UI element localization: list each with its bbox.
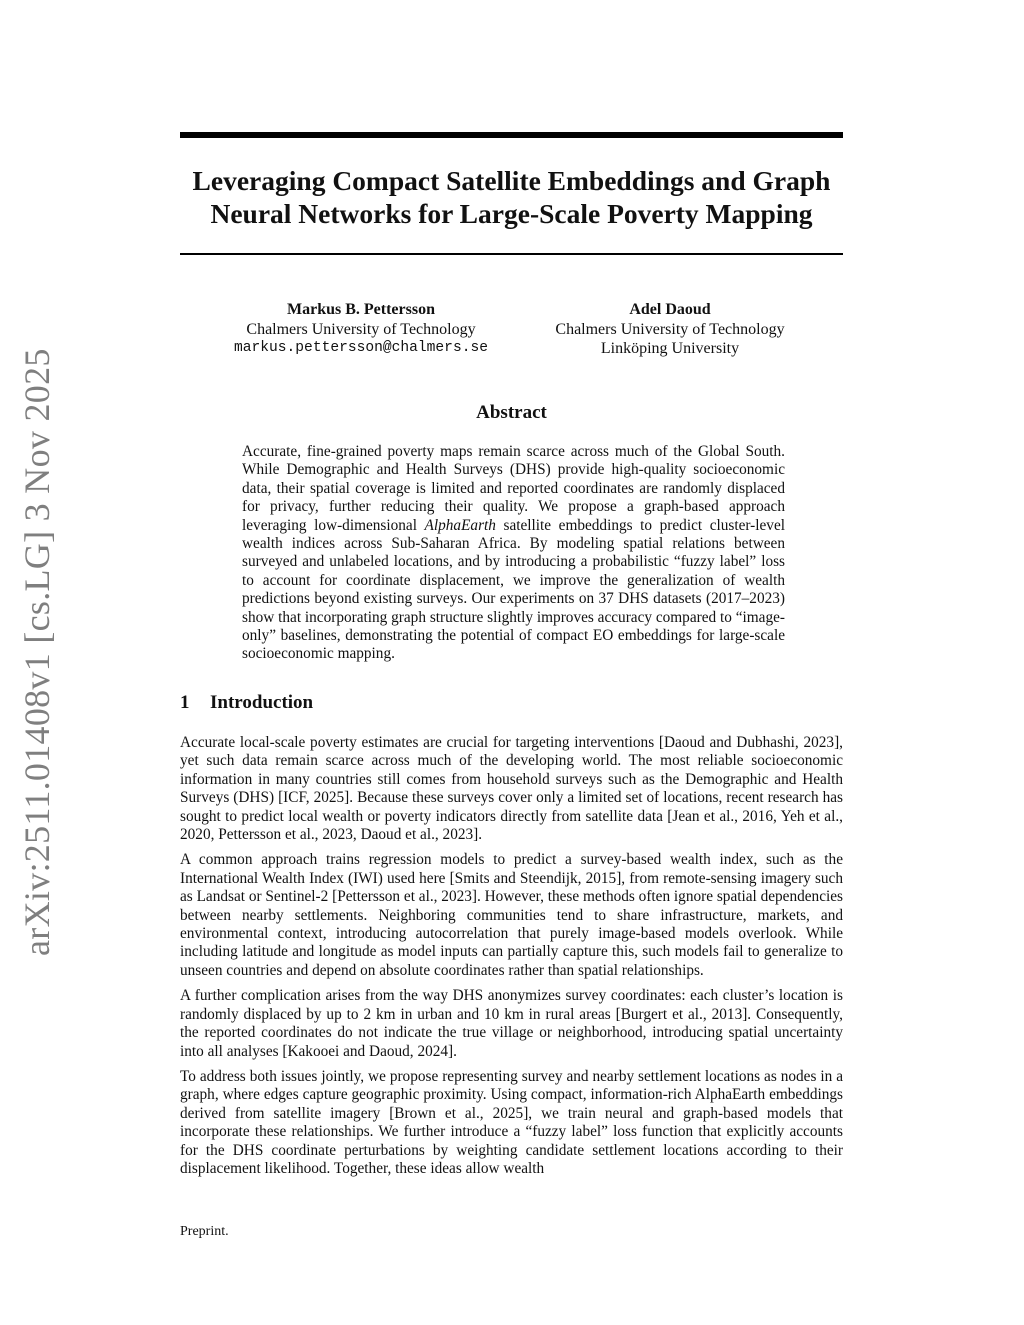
author-affiliation: Chalmers University of Technology: [246, 320, 476, 338]
author-affiliation: Chalmers University of Technology: [555, 320, 785, 338]
author-name: Adel Daoud: [629, 301, 711, 318]
footer-note: Preprint.: [180, 1224, 229, 1239]
section-title: Introduction: [210, 692, 314, 713]
body-paragraph: To address both issues jointly, we propose representing survey and nearby settlement locations as nodes in a graph, where edges capture geographic proximity. Using compact, information-rich AlphaEarth embeddings derived from satellite imagery [Brown et al., 2025], we train neural and graph-based models that incorporate these relationships. We further introduce a “fuzzy label” loss function that explicitly accounts for the DHS coordinate perturbations by weighting candidate settlement locations according to their displacement likelihood. Together, these ideas allow wealth: [180, 1067, 843, 1177]
author-block-2: [500, 300, 840, 359]
author-block-1: [191, 300, 531, 359]
section-heading-introduction: [180, 692, 313, 714]
author-name: Markus B. Pettersson: [287, 301, 435, 318]
body-paragraph: A further complication arises from the way DHS anonymizes survey coordinates: each cluster’s location is randomly displaced by up to 2 km in urban and 10 km in rural areas [Burgert et al., 2013]. Consequently, the reported coordinates do not indicate the true village or neighborhood, introducing spatial uncertainty into all analyses [Kakooei and Daoud, 2024].: [180, 987, 843, 1060]
paper-title: Leveraging Compact Satellite Embeddings and Graph Neural Networks for Large-Scale Poverty Mapping: [192, 165, 831, 229]
author-affiliation-secondary: Linköping University: [600, 340, 740, 357]
abstract-emphasis: AlphaEarth: [424, 516, 496, 534]
abstract-heading: Abstract: [476, 402, 547, 423]
author-email[interactable]: markus.pettersson@chalmers.se: [234, 340, 488, 356]
abstract-text-part-2: satellite embeddings to predict cluster-level wealth indices across Sub-Saharan Africa. By modeling spatial relations between surveyed and unlabeled locations, and by introducing a probabilistic “fuzzy label” loss to account for coordinate displacement, we improve the generalization of wealth predictions beyond existing surveys. Our experiments on 37 DHS datasets (2017–2023) show that incorporating graph structure slightly improves accuracy compared to “image-only” baselines, demonstrating the potential of compact EO embeddings for large-scale socioeconomic mapping.: [242, 516, 785, 663]
body-paragraph: Accurate local-scale poverty estimates are crucial for targeting interventions [Daoud and Dubhashi, 2023], yet such data remain scarce across much of the developing world. The most reliable socioeconomic information in many countries still comes from household surveys such as the Demographic and Health Surveys (DHS) [ICF, 2025]. Because these surveys cover only a limited set of locations, recent research has sought to predict local wealth or poverty indicators directly from satellite data [Jean et al., 2016, Yeh et al., 2020, Pettersson et al., 2023, Daoud et al., 2023].: [180, 734, 843, 844]
arxiv-side-stamp: arXiv:2511.01408v1 [cs.LG] 3 Nov 2025: [17, 348, 57, 956]
title-bottom-rule: [180, 253, 843, 255]
abstract-text-part-1: Accurate, fine-grained poverty maps remain scarce across much of the Global South. While Demographic and Health Surveys (DHS) provide high-quality socioeconomic data, their spatial coverage is limited and reported coordinates are randomly displaced for privacy, further reducing their quality. We propose a graph-based approach leveraging low-dimensional: [242, 443, 785, 534]
introduction-body: [180, 734, 843, 1185]
body-paragraph: A common approach trains regression models to predict a survey-based wealth index, such as the International Wealth Index (IWI) used here [Smits and Steendijk, 2015], from remote-sensing imagery such as Landsat or Sentinel-2 [Pettersson et al., 2023]. However, these methods often ignore spatial dependencies between nearby settlements. Neighboring communities tend to share infrastructure, markets, and environmental context, introducing autocorrelation that purely image-based models overlook. While including latitude and longitude as model inputs can partially capture this, such models fail to generalize to unseen countries and depend on absolute coordinates rather than spatial relationships.: [180, 851, 843, 979]
abstract-text: [242, 443, 785, 664]
title-top-rule: [180, 132, 843, 138]
section-number: 1: [180, 692, 190, 713]
